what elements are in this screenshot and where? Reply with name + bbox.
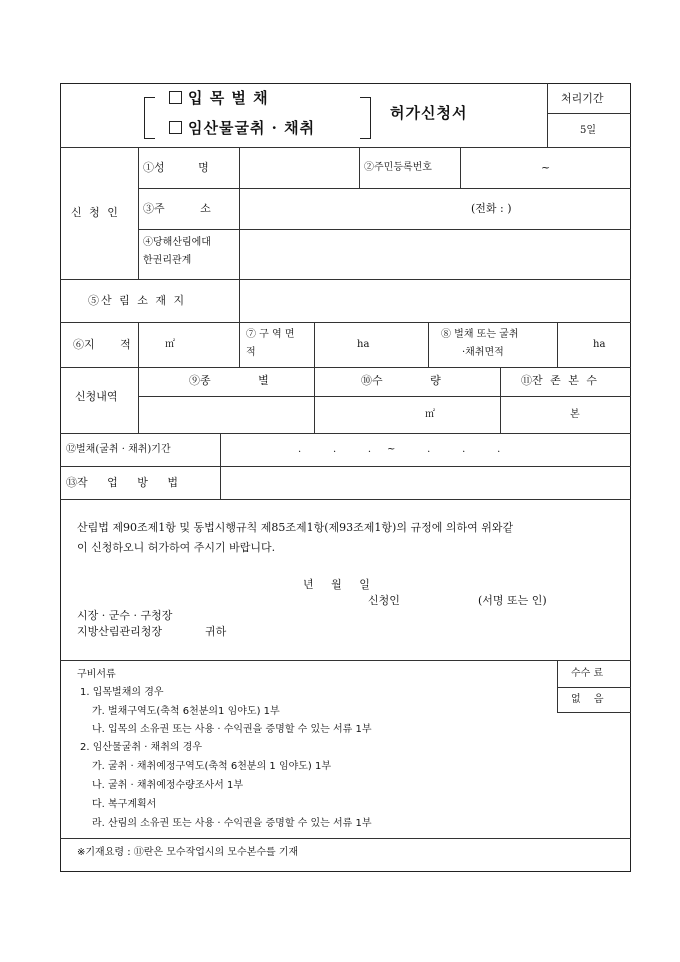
address-label: ③주 소 [143,202,211,215]
divider [547,83,548,147]
declaration-text: 산림법 제90조제1항 및 동법시행규칙 제85조제1항(제93조제1항)의 규정에 의하여 위와같 [77,521,514,534]
relation-field[interactable] [240,230,630,278]
checkbox-digging[interactable] [169,121,182,134]
option-felling[interactable] [169,91,269,105]
document-item: 나. 굴취 · 채취예정수량조사서 1부 [92,780,244,791]
recipient-text: 시장 · 군수 · 구청장 [77,609,173,622]
divider [138,322,139,367]
fee-value: 없 음 [571,694,604,705]
zone-label: ⑦ 구 역 면 [246,329,295,340]
id-label: ②주민등록번호 [364,162,432,173]
divider [500,367,501,433]
period-value: 5일 [580,125,597,136]
document-item: 다. 복구계획서 [92,799,157,810]
divider [547,113,631,114]
quantity-label: ⑩수 량 [361,374,441,387]
applicant-section-label: 신 청 인 [71,206,120,219]
option-felling-label: 입 목 벌 채 [188,89,269,107]
left-bracket [144,97,155,139]
relation-label-2: 한권리관계 [143,255,192,266]
document-item: 가. 벌채구역도(축척 6천분의1 임야도) 1부 [92,706,280,717]
location-label: ⑤산 림 소 재 지 [88,294,187,307]
method-label: ⑬작 업 방 법 [66,476,178,489]
signer-label: 신청인 [368,594,400,607]
name-label: ①성 명 [143,161,209,174]
period-label: 처리기간 [561,92,604,105]
period-field-label: ⑫벌채(굴취 · 채취)기간 [66,444,171,455]
divider [60,660,631,661]
document-item: 라. 산림의 소유권 또는 사용 · 수익권을 증명할 수 있는 서류 1부 [92,818,372,829]
remaining-label: ⑪잔 존 본 수 [521,374,597,387]
relation-label: ④당해산림에대 [143,237,211,248]
location-field[interactable] [240,280,630,321]
remaining-field[interactable]: 본 [570,409,580,420]
checkbox-felling[interactable] [169,91,182,104]
divider [138,147,139,279]
recipient-suffix: 귀하 [205,625,227,638]
species-field[interactable] [139,397,313,432]
option-digging[interactable] [169,121,315,135]
divider [557,322,558,367]
form-title: 허가신청서 [390,104,468,122]
divider [60,367,631,368]
date-field[interactable]: 년 월 일 [303,578,370,591]
name-field[interactable] [240,148,358,187]
method-field[interactable] [221,467,630,498]
signature-field[interactable]: (서명 또는 인) [478,594,547,607]
divider [460,147,461,188]
quantity-field[interactable]: ㎡ [425,409,435,420]
area-label: ⑥지 적 [73,338,131,351]
divider [557,660,558,712]
document-item: 1. 입목벌채의 경우 [80,687,164,698]
recipient-text-2: 지방산림관리청장 [77,625,163,638]
cut-area-label: ⑧ 벌채 또는 굴취 [441,329,519,340]
divider [60,499,631,500]
divider [239,322,240,367]
period-field[interactable]: . . . ~ . . . [298,444,501,455]
option-digging-label: 임산물굴취 · 채취 [188,119,316,137]
species-label: ⑨종 별 [189,374,269,387]
zone-unit[interactable]: ha [357,339,370,350]
address-field[interactable] [240,189,470,228]
divider [428,322,429,367]
divider [60,838,631,839]
writing-note: ※기재요령 : ⑪란은 모수작업시의 모수본수를 기재 [77,847,299,858]
area-unit[interactable]: ㎡ [165,339,175,350]
declaration-text-2: 이 신청하오니 허가하여 주시기 바랍니다. [77,541,276,554]
document-item: 가. 굴취 · 채취예정구역도(축척 6천분의 1 임야도) 1부 [92,761,332,772]
right-bracket [360,97,371,139]
divider [557,687,631,688]
divider [60,433,631,434]
divider [557,712,631,713]
documents-title: 구비서류 [77,669,116,680]
zone-label-2: 적 [246,347,256,358]
divider [314,322,315,367]
divider [314,367,315,433]
document-item: 나. 입목의 소유권 또는 사용 · 수익권을 증명할 수 있는 서류 1부 [92,724,372,735]
request-section-label: 신청내역 [75,390,118,403]
cut-area-unit[interactable]: ha [593,339,606,350]
divider [60,322,631,323]
fee-label: 수수 료 [571,668,604,679]
document-item: 2. 임산물굴취 · 채취의 경우 [80,742,203,753]
cut-area-label-2: ·채취면적 [462,347,504,358]
divider [359,147,360,188]
id-field[interactable]: ~ [541,161,551,174]
phone-field[interactable]: (전화 : ) [471,202,512,215]
